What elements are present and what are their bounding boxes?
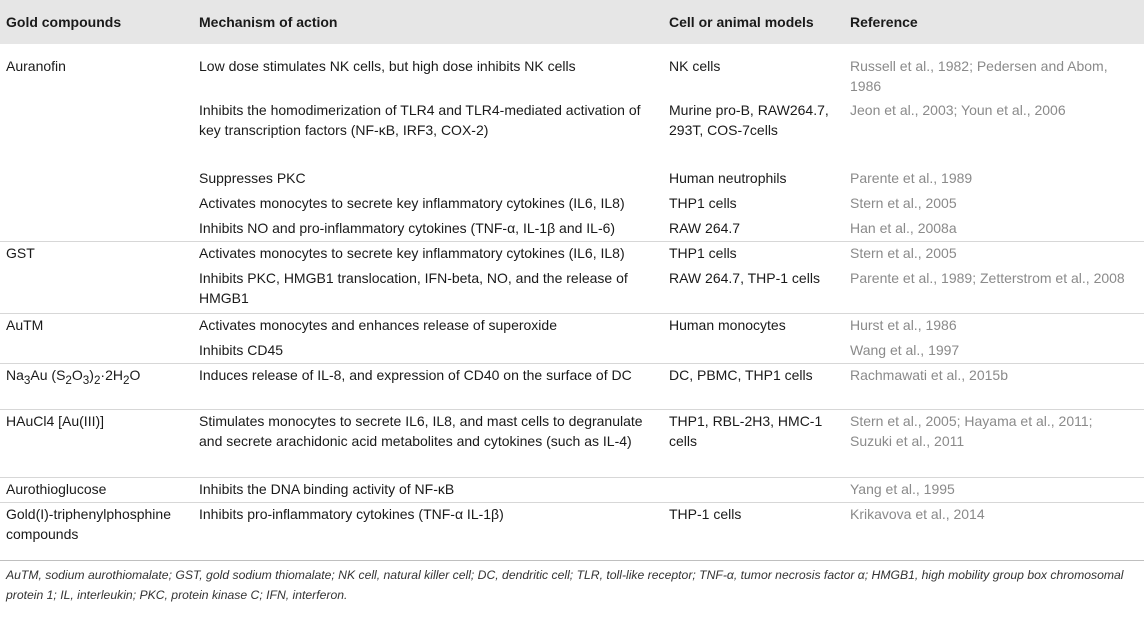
- table-row: [0, 242, 1144, 267]
- table-row: [0, 314, 1144, 339]
- reference-cell: Krikavova et al., 2014: [844, 503, 1144, 549]
- mechanism-cell: Inhibits NO and pro-inflammatory cytokines (TNF-α, IL-1β and IL-6): [199, 220, 616, 236]
- reference-cell: Han et al., 2008a: [850, 220, 957, 236]
- reference-cell: Parente et al., 1989: [850, 170, 973, 186]
- table-row: [0, 410, 1144, 478]
- table-row: [0, 339, 1144, 364]
- reference-cell: Stern et al., 2005; Hayama et al., 2011; Suzuki et al., 2011: [844, 410, 1144, 478]
- model-cell: THP1, RBL-2H3, HMC-1 cells: [663, 410, 844, 478]
- header-gold-compounds: Gold compounds: [0, 0, 193, 44]
- header-models: Cell or animal models: [663, 0, 844, 44]
- reference-cell: Rachmawati et al., 2015b: [844, 364, 1144, 410]
- reference-cell: Stern et al., 2005: [844, 242, 1144, 267]
- table-row: [0, 267, 1144, 314]
- header-mechanism: Mechanism of action: [193, 0, 663, 44]
- compound-cell: [0, 217, 193, 242]
- model-cell: RAW 264.7, THP-1 cells: [669, 269, 820, 286]
- model-cell: [663, 339, 844, 364]
- compound-cell: [0, 99, 193, 167]
- compound-cell: $Na_3Au$ $(S_2O_3)_2\cdot 2H_2O$: [0, 364, 193, 410]
- model-cell: THP-1 cells: [663, 503, 844, 549]
- mechanism-cell: Low dose stimulates NK cells, but high dose inhibits NK cells: [199, 58, 576, 74]
- model-cell: [663, 478, 844, 503]
- model-cell: NK cells: [669, 58, 721, 74]
- table-row: [0, 167, 1144, 192]
- mechanism-cell: Inhibits pro-inflammatory cytokines (TNF-α IL-1β): [193, 503, 663, 549]
- model-cell: Human neutrophils: [669, 170, 787, 186]
- reference-cell: Wang et al., 1997: [850, 341, 960, 358]
- reference-cell: Parente et al., 1989; Zetterstrom et al., 2008: [850, 269, 1125, 286]
- table-footnote: AuTM, sodium aurothiomalate; GST, gold sodium thiomalate; NK cell, natural killer cell; DC, dendritic cell; TLR, toll-like receptor; TNF-α, tumor necrosis factor α; HMGB1, high mobility group box chromosomal protein 1; IL, interleukin; PKC, protein kinase C; IFN, interferon.: [6, 568, 1124, 602]
- model-cell: DC, PBMC, THP1 cells: [663, 364, 844, 410]
- compound-cell: Gold(I)-triphenylphosphine compounds: [0, 503, 193, 549]
- model-cell: Human monocytes: [663, 314, 844, 339]
- header-row: [0, 0, 1144, 44]
- table-row: [0, 217, 1144, 242]
- model-cell: RAW 264.7: [669, 220, 741, 236]
- reference-cell: Stern et al., 2005: [850, 195, 957, 211]
- compound-cell: [0, 339, 193, 364]
- mechanism-cell: Activates monocytes to secrete key inflammatory cytokines (IL6, IL8): [199, 195, 625, 211]
- table-row: [0, 192, 1144, 217]
- mechanism-cell: Inhibits the homodimerization of TLR4 and TLR4-mediated activation of key transcription factors (NF-κB, IRF3, COX-2): [199, 102, 641, 138]
- model-cell: THP1 cells: [663, 242, 844, 267]
- table-row: [0, 364, 1144, 410]
- compound-cell: Auranofin: [6, 58, 66, 74]
- mechanism-cell: Inhibits PKC, HMGB1 translocation, IFN-beta, NO, and the release of HMGB1: [199, 269, 628, 306]
- table-row: [0, 44, 1144, 99]
- reference-cell: Russell et al., 1982; Pedersen and Abom, 1986: [850, 58, 1108, 94]
- reference-cell: Jeon et al., 2003; Youn et al., 2006: [850, 102, 1066, 118]
- compound-cell: [0, 267, 193, 314]
- table-body: [0, 44, 1144, 549]
- compound-cell: HAuCl4 [Au(III)]: [0, 410, 193, 478]
- compound-cell: [0, 167, 193, 192]
- table-row: [0, 478, 1144, 503]
- compound-cell: [0, 192, 193, 217]
- table-row: [0, 503, 1144, 549]
- mechanism-cell: Activates monocytes and enhances release of superoxide: [193, 314, 663, 339]
- compound-cell: GST: [0, 242, 193, 267]
- reference-cell: Yang et al., 1995: [844, 478, 1144, 503]
- table-bottom-rule: [0, 560, 1144, 561]
- compound-cell: AuTM: [0, 314, 193, 339]
- table-header: [0, 0, 1144, 44]
- mechanism-cell: Inhibits the DNA binding activity of NF-κB: [193, 478, 663, 503]
- mechanism-cell: Stimulates monocytes to secrete IL6, IL8, and mast cells to degranulate and secrete arachidonic acid metabolites and cytokines (such as IL-4): [193, 410, 663, 478]
- reference-cell: Hurst et al., 1986: [844, 314, 1144, 339]
- mechanism-cell: Induces release of IL-8, and expression of CD40 on the surface of DC: [193, 364, 663, 410]
- model-cell: Murine pro-B, RAW264.7, 293T, COS-7cells: [669, 102, 829, 138]
- table-row: [0, 99, 1144, 167]
- mechanism-cell: Activates monocytes to secrete key inflammatory cytokines (IL6, IL8): [193, 242, 663, 267]
- header-reference: Reference: [844, 0, 1144, 44]
- mechanism-cell: Inhibits CD45: [199, 341, 284, 358]
- compound-cell: Aurothioglucose: [0, 478, 193, 503]
- model-cell: THP1 cells: [669, 195, 737, 211]
- mechanism-cell: Suppresses PKC: [199, 170, 306, 186]
